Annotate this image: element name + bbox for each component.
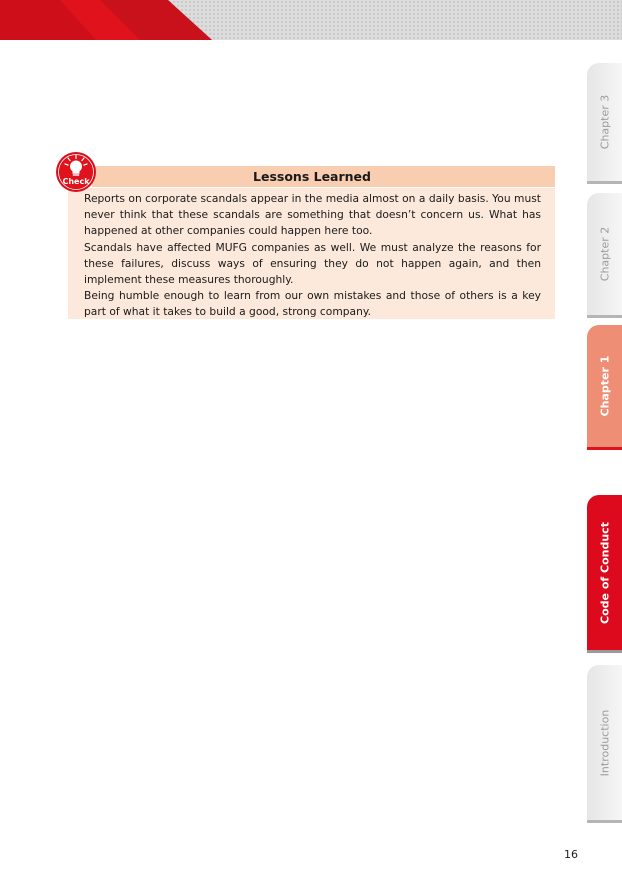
page-number: 16: [564, 848, 578, 861]
lessons-paragraph-3: Being humble enough to learn from our own mistakes and those of others is a key part of what it takes to build a good, strong company.: [84, 289, 541, 319]
check-lightbulb-icon: [55, 151, 97, 193]
tab-introduction-label: Introduction: [598, 709, 611, 776]
banner-red-stripe: [0, 0, 622, 40]
check-badge-label: Check: [62, 177, 90, 186]
tab-code-of-conduct[interactable]: [587, 495, 622, 653]
tab-chapter-1-label: Chapter 1: [598, 355, 611, 417]
top-banner: [0, 0, 622, 40]
lessons-text: [84, 191, 541, 321]
tab-chapter-3[interactable]: [587, 63, 622, 184]
lessons-title: Lessons Learned: [253, 169, 371, 184]
lessons-paragraph-1: Reports on corporate scandals appear in the media almost on a daily basis. You must never think that these scandals are something that doesn’t concern us. What has happened at other companies could happen here too.: [84, 192, 541, 238]
lessons-paragraph-2: Scandals have affected MUFG companies as well. We must analyze the reasons for these failures, discuss ways of ensuring they do not happen again, and then implement these measures thoroughly.: [84, 240, 541, 287]
tab-chapter-2[interactable]: [587, 193, 622, 318]
tab-introduction[interactable]: [587, 665, 622, 823]
tab-code-of-conduct-label: Code of Conduct: [598, 521, 611, 624]
tab-chapter-1[interactable]: [587, 325, 622, 450]
tab-chapter-3-label: Chapter 3: [598, 94, 611, 150]
tab-chapter-2-label: Chapter 2: [598, 226, 611, 282]
